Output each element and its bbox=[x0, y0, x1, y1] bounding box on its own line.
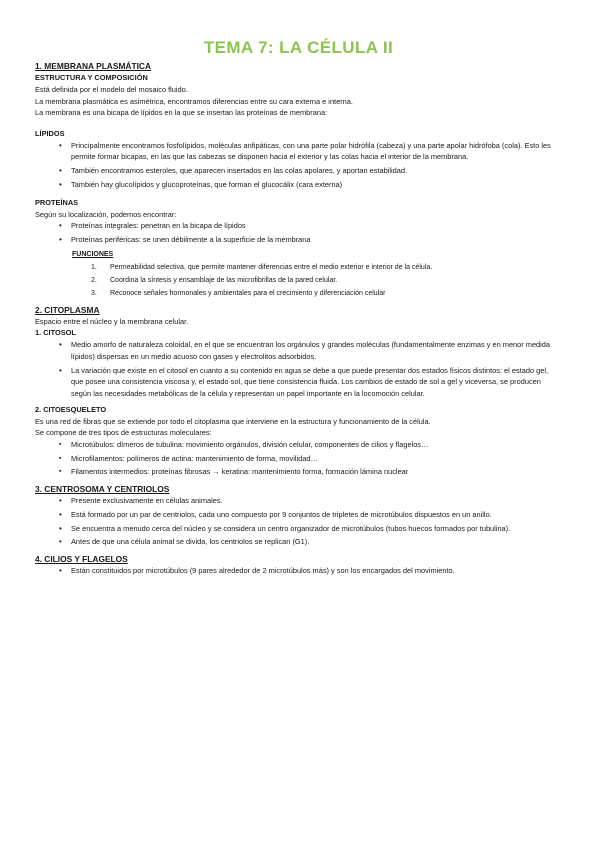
bullet-icon: • bbox=[59, 565, 62, 575]
list-item: • Antes de que una célula animal se divida, los centriolos se replican (G1). bbox=[59, 537, 310, 547]
bullet-icon: • bbox=[59, 523, 62, 533]
bullet-icon: • bbox=[59, 340, 62, 350]
list-item: 3. Reconoce señales hormonales y ambientales para el crecimiento y diferenciación celular bbox=[91, 289, 386, 297]
list-item: 1. Permeabilidad selectiva, que permite mantener diferencias entre el medio exterior e interior de la célula. bbox=[91, 263, 433, 271]
bullet-icon: • bbox=[59, 166, 62, 176]
subheading-lipidos: LÍPIDOS bbox=[35, 128, 65, 138]
paragraph: La membrana es una bicapa de lípidos en la que se insertan las proteínas de membrana: bbox=[35, 108, 328, 118]
bullet-icon: • bbox=[59, 495, 62, 505]
bullet-icon: • bbox=[59, 365, 62, 375]
subheading-citosol: 1. CITOSOL bbox=[35, 328, 76, 338]
list-item: • También hay glucolípidos y glucoproteínas, que forman el glucocálix (cara externa) bbox=[59, 179, 343, 189]
list-item: • Principalmente encontramos fosfolípidos, moléculas anfipáticas, con una parte polar hidrófila (cabeza) y una parte apolar hidrófoba (cola). Esto les permite formar bicapas, en las que las cabezas se disponen hacia el exterior y las colas hacia el interior de la membrana. bbox=[59, 140, 551, 162]
bullet-icon: • bbox=[59, 221, 62, 231]
list-item: • Está formado por un par de centriolos, cada uno compuesto por 9 conjuntos de tripletes de microtúbulos dispuestos en un anillo. bbox=[59, 509, 492, 519]
section-heading-membrana: 1. MEMBRANA PLASMÁTICA bbox=[35, 61, 152, 71]
bullet-icon: • bbox=[59, 140, 62, 150]
section-heading-centrosoma: 3. CENTROSOMA Y CENTRIOLOS bbox=[35, 483, 170, 494]
subheading-estructura: ESTRUCTURA Y COMPOSICIÓN bbox=[35, 73, 148, 82]
list-item: ▪ Microfilamentos: polímeros de actina: mantenimiento de forma, movilidad… bbox=[59, 453, 318, 463]
bullet-icon: • bbox=[59, 179, 62, 189]
section-heading-cilios: 4. CILIOS Y FLAGELOS bbox=[35, 553, 128, 564]
bullet-icon: • bbox=[59, 509, 62, 519]
cilios-list bbox=[35, 565, 562, 577]
paragraph: Se compone de tres tipos de estructuras moleculares: bbox=[35, 428, 212, 438]
list-item: • Se encuentra a menudo cerca del núcleo y se considera un centro organizador de microtúbulos (tubos huecos formados por tubulina). bbox=[59, 523, 511, 533]
centrosoma-list bbox=[35, 495, 562, 548]
list-item: • Medio amorfo de naturaleza coloidal, en el que se encuentran los orgánulos y grandes moléculas (fundamentalmente enzimas y en menor medida lípidos) dispersas en un medio acuoso con gases y electrolitos adsorbidos. bbox=[59, 340, 551, 362]
paragraph: Es una red de fibras que se extiende por todo el citoplasma que interviene en la estructura y funcionamiento de la célula. bbox=[35, 416, 431, 426]
square-bullet-icon: ▪ bbox=[59, 440, 62, 448]
list-item: ▪ Filamentos intermedios: proteínas fibrosas → keratina: mantenimiento forma, formación lámina nuclear bbox=[59, 467, 409, 477]
subheading-proteinas: PROTEÍNAS bbox=[35, 197, 79, 207]
paragraph: Espacio entre el núcleo y la membrana celular. bbox=[35, 316, 189, 326]
proteinas-list bbox=[35, 220, 562, 245]
list-item: • Están constituidos por microtúbulos (9 pares alrededor de 2 microtúbulos más) y son los encargados del movimiento. bbox=[59, 565, 455, 575]
citoesqueleto-list bbox=[35, 439, 562, 478]
page-title: TEMA 7: LA CÉLULA II bbox=[203, 38, 394, 57]
paragraph: Según su localización, podemos encontrar: bbox=[35, 209, 177, 219]
list-item: • Proteínas periféricas: se unen débilmente a la superficie de la membrana bbox=[59, 234, 311, 244]
list-item: 2. Coordina la síntesis y ensamblaje de las microfibrillas de la pared celular. bbox=[91, 276, 338, 284]
list-item: • La variación que existe en el citosol en cuanto a su contenido en agua se debe a que puede presentar dos estados físicos distintos: el estado gel, que posee una consistencia viscosa y, el estado sol, que tiene consistencia fluida. Los cambios de estado de sol a gel y viceversa, se producen según las necesidades metabólicas de la célula y representan un papel importante en la locomoción celular. bbox=[59, 365, 549, 399]
funciones-list bbox=[35, 262, 562, 299]
list-item: • También encontramos esteroles, que aparecen insertados en las colas apolares, y aportan estabilidad. bbox=[59, 166, 408, 176]
paragraph: La membrana plasmática es asimétrica, encontramos diferencias entre su cara externa e interna. bbox=[35, 96, 353, 106]
bullet-icon: • bbox=[59, 537, 62, 547]
list-item: • Presente exclusivamente en células animales. bbox=[59, 495, 223, 505]
subheading-funciones: FUNCIONES bbox=[72, 250, 114, 258]
bullet-icon: • bbox=[59, 234, 62, 244]
subheading-citoesqueleto: 2. CITOESQUELETO bbox=[35, 404, 107, 414]
section-heading-citoplasma: 2. CITOPLASMA bbox=[35, 304, 100, 315]
lipidos-list bbox=[35, 140, 562, 191]
square-bullet-icon: ▪ bbox=[59, 454, 62, 462]
square-bullet-icon: ▪ bbox=[59, 468, 62, 476]
list-item: ▪ Microtúbulos: dímeros de tubulina: movimiento orgánulos, división celular, componentes de cilios y flagelos… bbox=[59, 439, 429, 449]
citosol-list bbox=[35, 339, 562, 399]
list-item: • Proteínas integrales: penetran en la bicapa de lípidos bbox=[59, 221, 246, 231]
paragraph: Está definida por el modelo del mosaico fluido. bbox=[35, 85, 188, 94]
